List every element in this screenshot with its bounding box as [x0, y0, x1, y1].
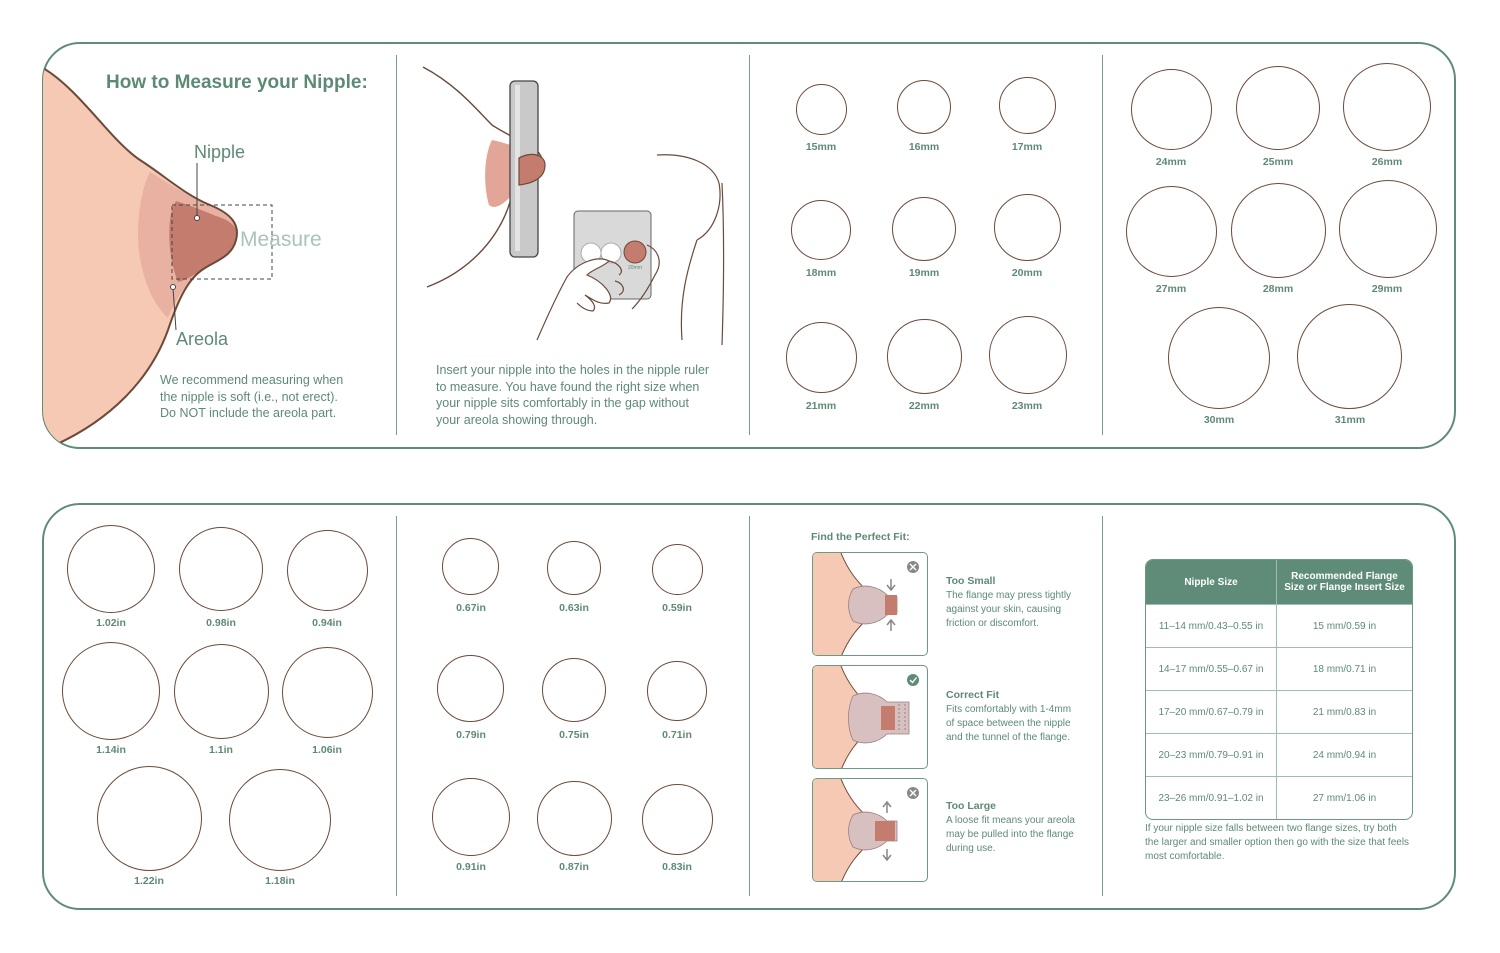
fit-card-too-small	[812, 552, 928, 656]
size-label: 0.83in	[662, 861, 692, 873]
size-label: 0.94in	[312, 617, 342, 629]
size-circle-0.59in	[652, 544, 703, 595]
size-label: 18mm	[805, 267, 837, 279]
size-circle-0.63in	[547, 541, 601, 595]
fit-card-too-large	[812, 778, 928, 882]
size-label: 0.98in	[206, 617, 236, 629]
flange-too-large-illustration	[813, 779, 928, 882]
size-label: 23mm	[1011, 400, 1043, 412]
size-label: 29mm	[1371, 283, 1403, 295]
table-cell: 27 mm/1.06 in	[1277, 776, 1412, 819]
size-circle-15mm	[796, 84, 847, 135]
table-cell: 20–23 mm/0.79–0.91 in	[1146, 733, 1277, 776]
size-label: 0.67in	[456, 602, 486, 614]
size-circle-1.02in	[67, 525, 155, 613]
size-label: 19mm	[908, 267, 940, 279]
table-row	[1146, 647, 1412, 690]
fit-card-correct	[812, 665, 928, 769]
size-circle-20mm	[994, 194, 1061, 261]
size-label: 0.91in	[456, 861, 486, 873]
size-circle-0.94in	[287, 530, 368, 611]
size-label: 25mm	[1262, 156, 1294, 168]
size-label: 16mm	[908, 141, 940, 153]
size-label: 1.14in	[96, 744, 126, 756]
size-circle-1.18in	[229, 769, 331, 871]
size-circle-1.06in	[282, 647, 373, 738]
size-label: 21mm	[805, 400, 837, 412]
size-circle-18mm	[791, 200, 851, 260]
size-label: 28mm	[1262, 283, 1294, 295]
table-cell: 17–20 mm/0.67–0.79 in	[1146, 690, 1277, 733]
size-circle-22mm	[887, 319, 962, 394]
size-label: 1.18in	[265, 875, 295, 887]
table-cell: 15 mm/0.59 in	[1277, 604, 1412, 647]
table-footnote: If your nipple size falls between two flange sizes, try both the larger and smaller option then go with the size that feels most comfortable.	[1145, 823, 1410, 862]
table-cell: 11–14 mm/0.43–0.55 in	[1146, 604, 1277, 647]
table-cell: 21 mm/0.83 in	[1277, 690, 1412, 733]
ruler-illustration	[397, 55, 749, 355]
fit-desc-too-small: The flange may press tightly against your skin, causing friction or discomfort.	[946, 590, 1072, 629]
size-circle-24mm	[1131, 69, 1212, 150]
divider	[1102, 55, 1103, 435]
table-cell: 23–26 mm/0.91–1.02 in	[1146, 776, 1277, 819]
divider	[749, 516, 750, 896]
size-circle-1.14in	[62, 642, 160, 740]
size-label: 0.79in	[456, 729, 486, 741]
size-circle-30mm	[1168, 307, 1270, 409]
size-label: 27mm	[1155, 283, 1187, 295]
size-label: 1.1in	[209, 744, 233, 756]
size-label: 1.06in	[312, 744, 342, 756]
areola-label: Areola	[176, 329, 229, 349]
size-label: 30mm	[1203, 414, 1235, 426]
size-circle-17mm	[999, 77, 1056, 134]
size-circle-28mm	[1231, 183, 1326, 278]
size-circle-0.87in	[537, 781, 612, 856]
table-cell: 14–17 mm/0.55–0.67 in	[1146, 647, 1277, 690]
size-label: 15mm	[805, 141, 837, 153]
size-circle-0.98in	[179, 527, 263, 611]
fit-title-correct: Correct Fit	[946, 689, 1000, 701]
divider	[396, 516, 397, 896]
table-cell: 18 mm/0.71 in	[1277, 647, 1412, 690]
size-circle-21mm	[786, 322, 857, 393]
size-circle-25mm	[1236, 66, 1320, 150]
table-cell: 24 mm/0.94 in	[1277, 733, 1412, 776]
size-circle-31mm	[1297, 304, 1402, 409]
table-row	[1146, 604, 1412, 647]
size-label: 0.71in	[662, 729, 692, 741]
size-circle-0.83in	[642, 784, 713, 855]
measure-note: We recommend measuring when the nipple is soft (i.e., not erect). Do NOT include the areola part.	[160, 373, 344, 420]
size-label: 0.87in	[559, 861, 589, 873]
ruler-instructions: Insert your nipple into the holes in the nipple ruler to measure. You have found the right size when your nipple sits comfortably in the gap without your areola showing through.	[436, 363, 710, 427]
flange-correct-fit-illustration	[813, 666, 928, 769]
size-circle-1.22in	[97, 766, 202, 871]
size-circle-16mm	[897, 80, 951, 134]
measure-label: Measure	[240, 228, 322, 251]
size-circle-29mm	[1339, 180, 1437, 278]
size-label: 0.63in	[559, 602, 589, 614]
size-circle-1.1in	[174, 644, 269, 739]
size-label: 17mm	[1011, 141, 1043, 153]
size-label: 1.22in	[134, 875, 164, 887]
size-label: 26mm	[1371, 156, 1403, 168]
size-label: 20mm	[1011, 267, 1043, 279]
size-label: 1.02in	[96, 617, 126, 629]
flange-too-small-illustration	[813, 553, 928, 656]
size-circle-27mm	[1126, 186, 1217, 277]
fit-title-too-small: Too Small	[946, 575, 996, 587]
size-circle-26mm	[1343, 63, 1431, 151]
table-row	[1146, 690, 1412, 733]
fit-desc-too-large: A loose fit means your areola may be pulled into the flange during use.	[946, 815, 1075, 854]
size-label: 22mm	[908, 400, 940, 412]
size-label: 0.59in	[662, 602, 692, 614]
fit-title-too-large: Too Large	[946, 800, 996, 812]
size-circle-0.71in	[647, 661, 707, 721]
size-label: 24mm	[1155, 156, 1187, 168]
table-header-row	[1146, 560, 1412, 604]
flange-size-table	[1145, 559, 1413, 820]
size-circle-0.79in	[437, 655, 504, 722]
divider	[1102, 516, 1103, 896]
divider	[749, 55, 750, 435]
size-label: 31mm	[1334, 414, 1366, 426]
size-circle-0.75in	[542, 658, 606, 722]
nipple-label: Nipple	[194, 142, 246, 162]
table-row	[1146, 776, 1412, 819]
size-circle-0.67in	[442, 538, 499, 595]
table-row	[1146, 733, 1412, 776]
ruler-mark: 20mm	[628, 265, 642, 271]
size-circle-0.91in	[432, 778, 510, 856]
table-header: Recommended Flange Size or Flange Insert Size	[1277, 560, 1412, 604]
size-circle-19mm	[892, 197, 956, 261]
size-label: 0.75in	[559, 729, 589, 741]
size-circle-23mm	[989, 316, 1067, 394]
fit-desc-correct: Fits comfortably with 1-4mm of space between the nipple and the tunnel of the flange.	[946, 704, 1072, 743]
section-title: How to Measure your Nipple:	[106, 72, 368, 93]
fit-heading: Find the Perfect Fit:	[811, 531, 910, 543]
table-header: Nipple Size	[1146, 560, 1277, 604]
